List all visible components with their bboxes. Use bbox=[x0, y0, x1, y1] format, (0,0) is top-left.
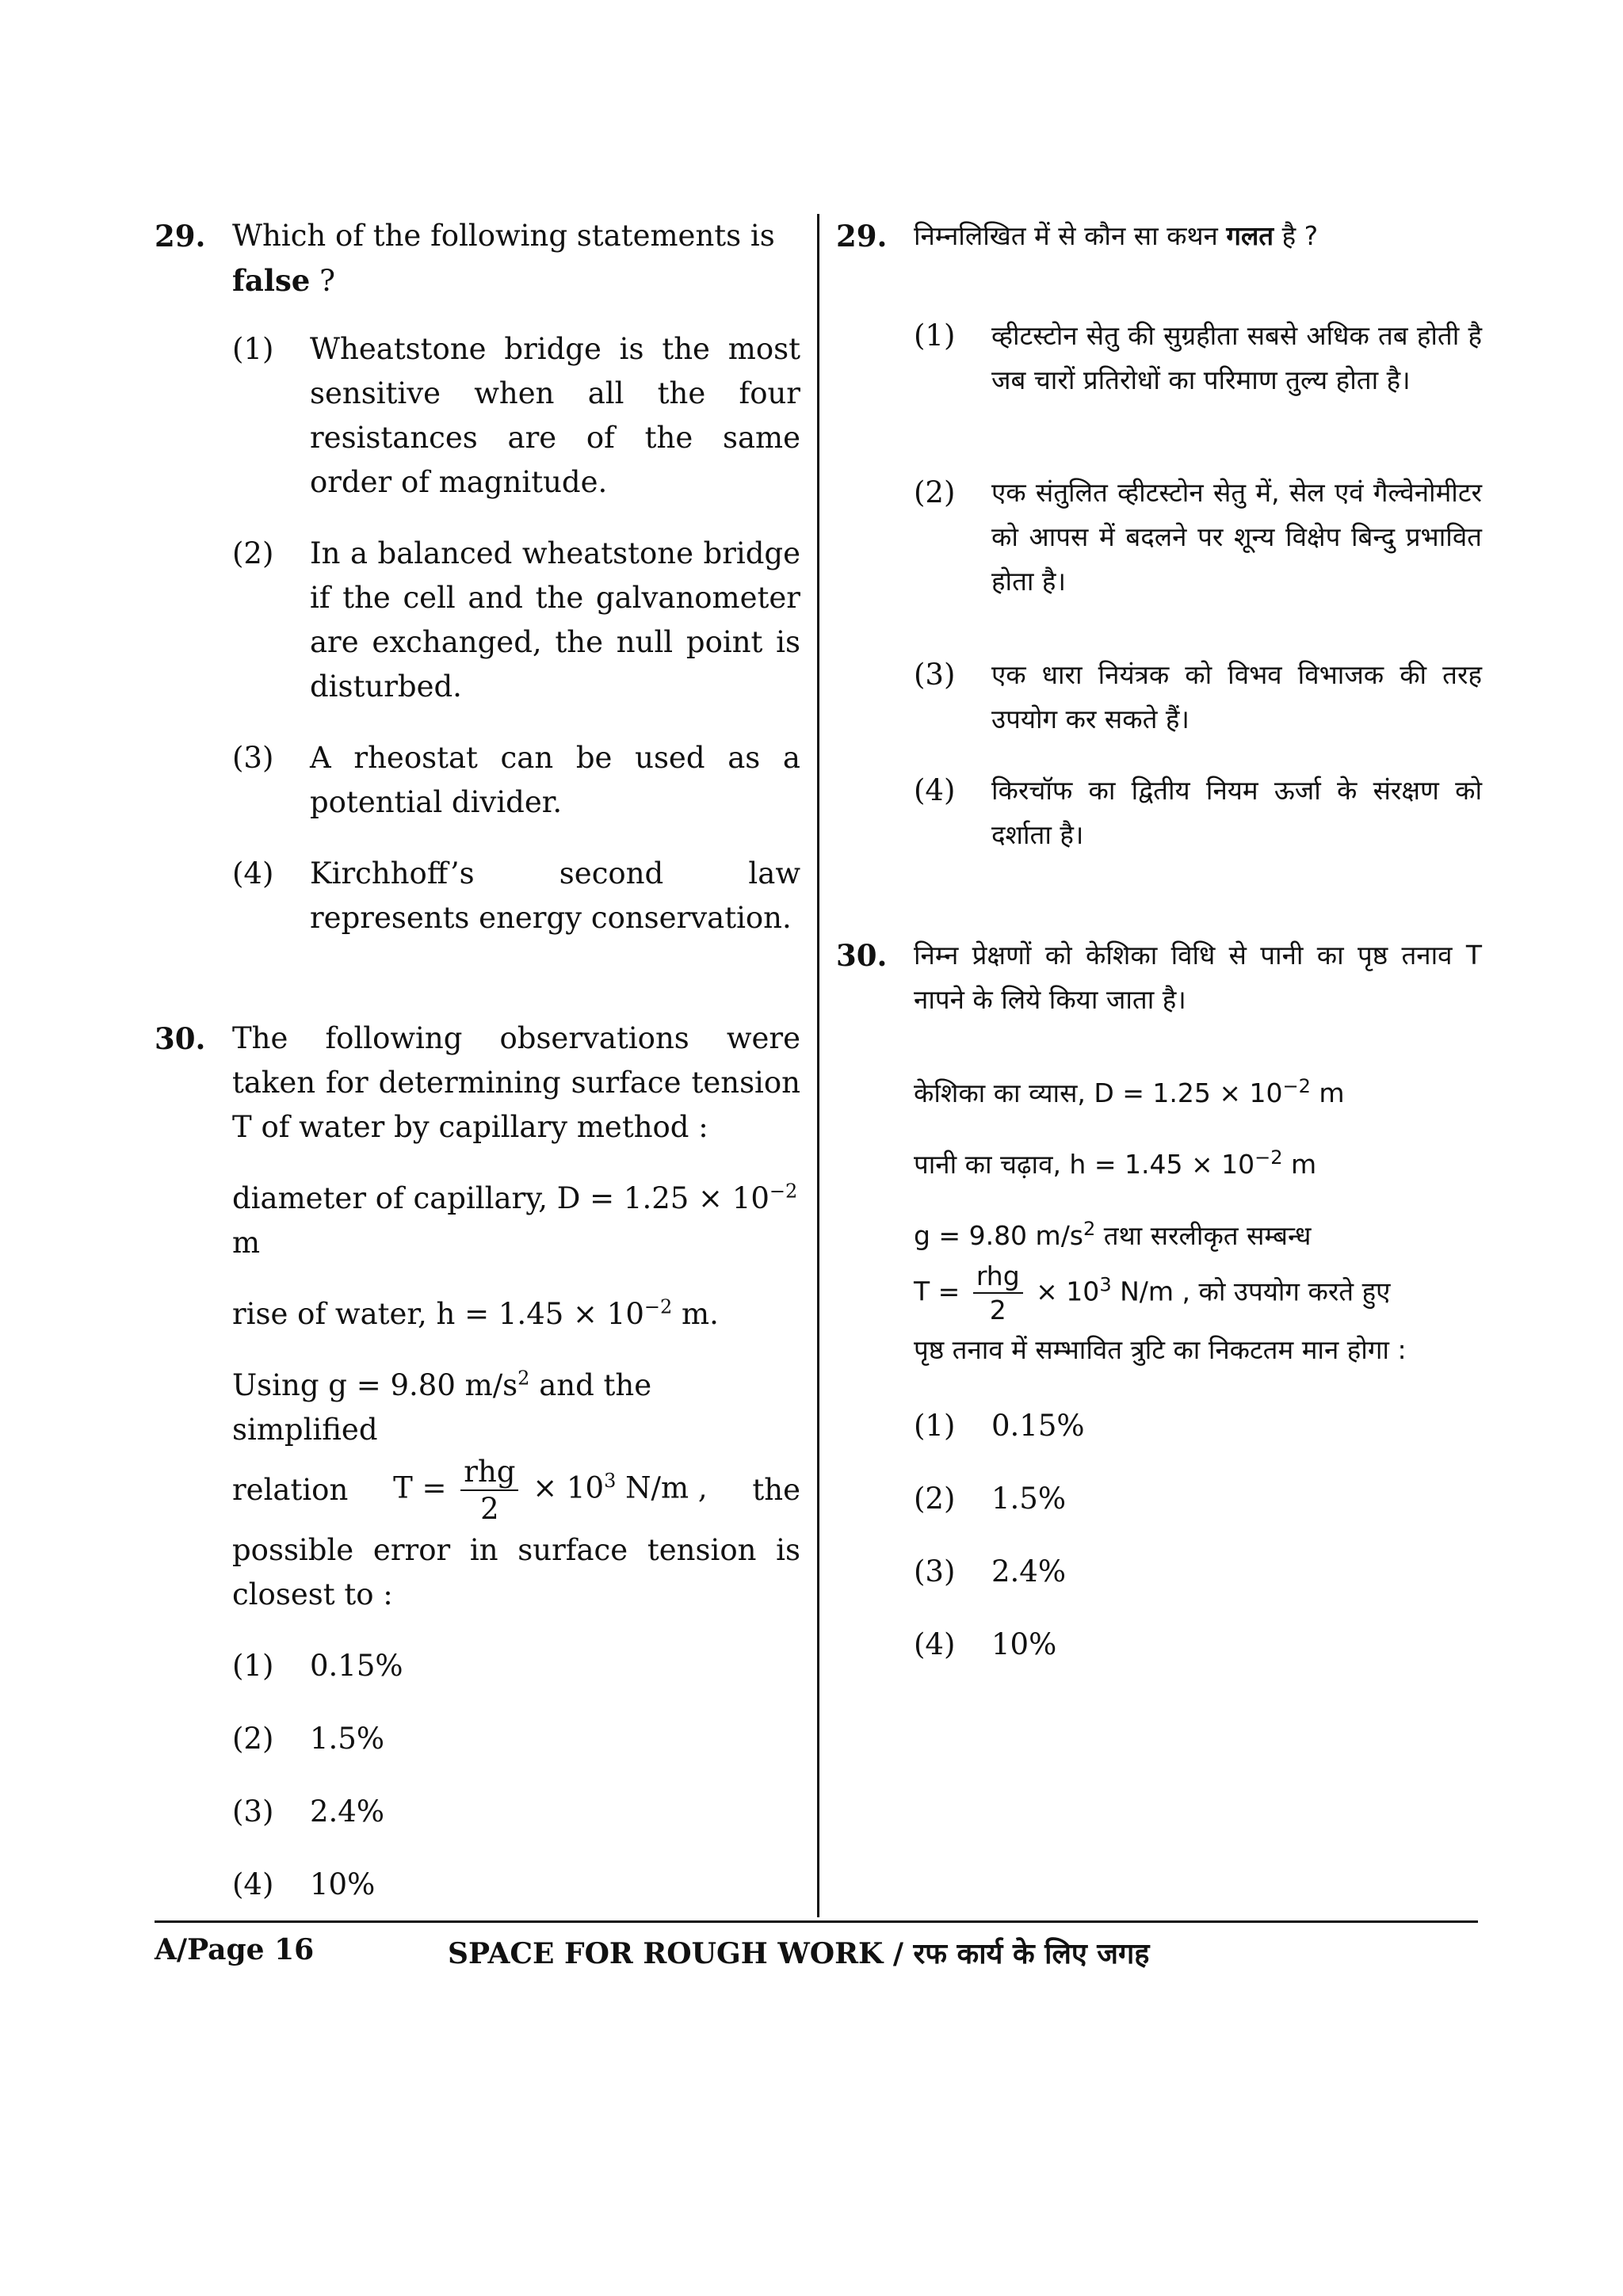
question-stem: Which of the following statements is false ? bbox=[232, 219, 775, 298]
question-tail: possible error in surface tension is closest to : bbox=[232, 1533, 800, 1611]
question-29-hi bbox=[836, 214, 1482, 857]
option-3[interactable]: (3) A rheostat can be used as a potential divider. bbox=[232, 741, 800, 819]
footer-rule bbox=[155, 1920, 1478, 1923]
hindi-column bbox=[836, 214, 1482, 1695]
question-30-en bbox=[155, 1016, 800, 1907]
option-4[interactable]: (4) 10% bbox=[914, 1627, 1057, 1661]
rough-work-label: SPACE FOR ROUGH WORK / रफ कार्य के लिए जगह bbox=[448, 1937, 1150, 1970]
question-number: 29. bbox=[836, 219, 888, 254]
diameter-line: केशिका का व्यास, $D = 1.25 \times 10^{-2}$ m bbox=[914, 1075, 1345, 1108]
option-2[interactable]: (2) In a balanced wheatstone bridge if the cell and the galvanometer are exchanged, the null point is disturbed. bbox=[232, 536, 800, 704]
option-1[interactable]: (1) Wheatstone bridge is the most sensitive when all the four resistances are of the same order of magnitude. bbox=[232, 332, 800, 499]
option-1[interactable]: (1) 0.15% bbox=[232, 1649, 403, 1683]
fraction: $\frac{\text{rhg}}{2}$ bbox=[460, 1457, 518, 1524]
question-number: 30. bbox=[155, 1021, 206, 1056]
using-line: Using g = 9.80 $m/s^2$ and the simplified bbox=[232, 1367, 652, 1447]
option-2[interactable]: (2) 1.5% bbox=[914, 1482, 1066, 1516]
rise-line: rise of water, $h = 1.45 \times 10^{-2}$ m. bbox=[232, 1295, 719, 1331]
options-list bbox=[232, 1644, 800, 1907]
options-list bbox=[232, 327, 800, 940]
option-1[interactable]: (1) व्हीटस्टोन सेतु की सुग्रहीता सबसे अधिक तब होती है जब चारों प्रतिरोधों का परिमाण तुल्य होता है। bbox=[914, 318, 1482, 395]
english-column bbox=[155, 214, 800, 1936]
question-30-hi bbox=[836, 933, 1482, 1667]
option-3[interactable]: (3) 2.4% bbox=[232, 1794, 384, 1829]
diameter-line: diameter of capillary, $D = 1.25 \times 10^{-2}$ m bbox=[232, 1180, 798, 1260]
option-4[interactable]: (4) किरचॉफ का द्वितीय नियम ऊर्जा के संरक्षण को दर्शाता है। bbox=[914, 773, 1482, 850]
options-list bbox=[914, 314, 1482, 857]
formula: T = $\frac{\text{rhg}}{2}$ × $10^3$ N/m , bbox=[393, 1455, 708, 1526]
option-1[interactable]: (1) 0.15% bbox=[914, 1409, 1085, 1443]
column-divider bbox=[817, 214, 819, 1917]
option-4[interactable]: (4) Kirchhoff’s second law represents energy conservation. bbox=[232, 856, 800, 935]
question-stem: निम्नलिखित में से कौन सा कथन गलत है ? bbox=[914, 220, 1319, 251]
relation-line: T = $\frac{\text{rhg}}{2}$ × $10^3$ N/m , को उपयोग करते हुए bbox=[914, 1261, 1391, 1325]
option-2[interactable]: (2) एक संतुलित व्हीटस्टोन सेतु में, सेल एवं गैल्वेनोमीटर को आपस में बदलने पर शून्य विक्षेप बिन्दु प्रभावित होता है। bbox=[914, 475, 1482, 597]
question-number: 29. bbox=[155, 219, 206, 254]
question-stem: The following observations were taken for determining surface tension T of water by capillary method : bbox=[232, 1021, 800, 1144]
option-3[interactable]: (3) 2.4% bbox=[914, 1554, 1066, 1589]
option-3[interactable]: (3) एक धारा नियंत्रक को विभव विभाजक की तरह उपयोग कर सकते हैं। bbox=[914, 658, 1482, 734]
relation-line: relation T = $\frac{\text{rhg}}{2}$ × $10^3$ N/m , the bbox=[232, 1455, 800, 1526]
using-line: g = 9.80 $m/s^2$ तथा सरलीकृत सम्बन्ध bbox=[914, 1218, 1312, 1251]
page-number: A/Page 16 bbox=[155, 1933, 315, 1966]
rise-line: पानी का चढ़ाव, $h = 1.45 \times 10^{-2}$ m bbox=[914, 1146, 1317, 1180]
option-2[interactable]: (2) 1.5% bbox=[232, 1722, 384, 1756]
question-tail: पृष्ठ तनाव में सम्भावित त्रुटि का निकटतम मान होगा : bbox=[914, 1334, 1407, 1365]
fraction: $\frac{\text{rhg}}{2}$ bbox=[973, 1263, 1023, 1323]
question-29-en bbox=[155, 214, 800, 940]
question-number: 30. bbox=[836, 938, 888, 973]
option-4[interactable]: (4) 10% bbox=[232, 1867, 376, 1901]
question-stem: निम्न प्रेक्षणों को केशिका विधि से पानी का पृष्ठ तनाव T नापने के लिये किया जाता है। bbox=[914, 940, 1482, 1015]
options-list bbox=[914, 1404, 1482, 1667]
